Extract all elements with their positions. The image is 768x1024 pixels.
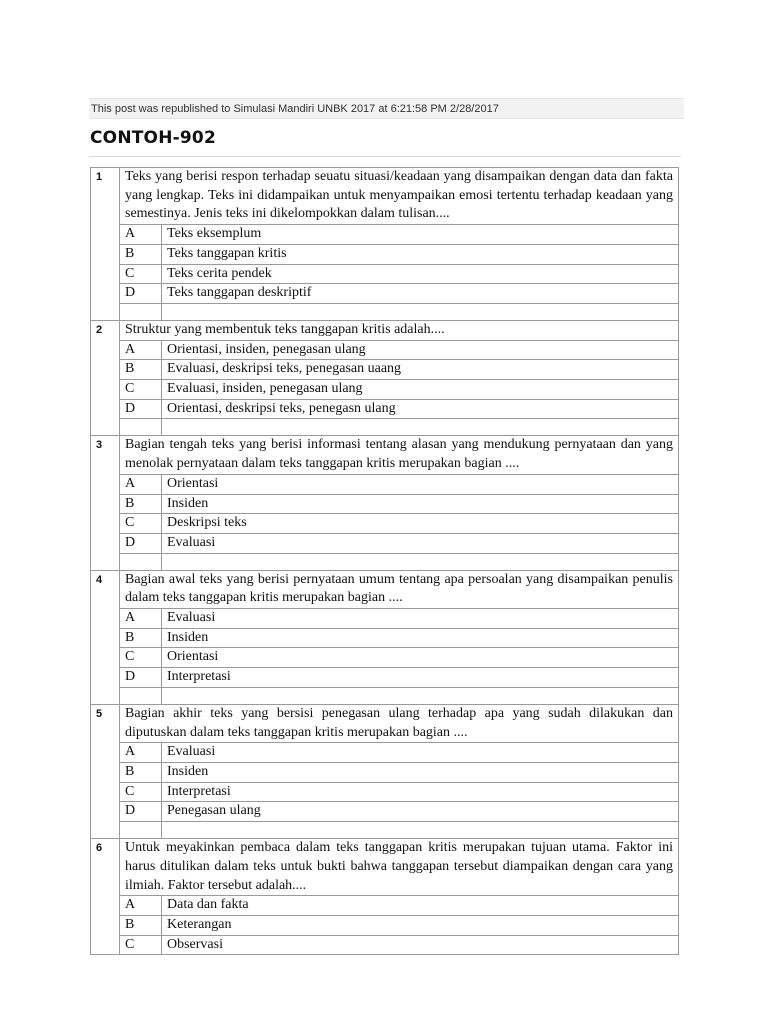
option-letter: B [120, 628, 162, 648]
option-letter: D [120, 399, 162, 419]
option-letter: B [120, 915, 162, 935]
option-row [91, 782, 679, 802]
spacer-cell [120, 822, 162, 839]
option-text: Evaluasi [162, 743, 679, 763]
option-row [91, 284, 679, 304]
question-row [91, 168, 679, 225]
option-text: Teks tanggapan kritis [162, 244, 679, 264]
option-text: Teks eksemplum [162, 225, 679, 245]
option-letter: C [120, 264, 162, 284]
spacer-cell [162, 687, 679, 704]
option-letter: D [120, 802, 162, 822]
option-text: Interpretasi [162, 782, 679, 802]
option-row [91, 896, 679, 916]
option-row [91, 225, 679, 245]
question-row [91, 570, 679, 608]
option-letter: A [120, 743, 162, 763]
question-text: Bagian awal teks yang berisi pernyataan umum tentang apa persoalan yang disampaikan penulis dalam teks tanggapan kritis merupakan bagian .... [120, 570, 679, 608]
option-letter: A [120, 896, 162, 916]
option-text: Penegasan ulang [162, 802, 679, 822]
option-letter: B [120, 244, 162, 264]
republish-banner: This post was republished to Simulasi Mandiri UNBK 2017 at 6:21:58 PM 2/28/2017 [89, 98, 684, 119]
option-row [91, 915, 679, 935]
option-letter: D [120, 533, 162, 553]
option-text: Evaluasi [162, 609, 679, 629]
option-text: Orientasi, insiden, penegasan ulang [162, 340, 679, 360]
option-row [91, 264, 679, 284]
option-row [91, 668, 679, 688]
question-number: 4 [91, 570, 120, 704]
option-text: Insiden [162, 494, 679, 514]
option-row [91, 474, 679, 494]
option-letter: A [120, 609, 162, 629]
option-text: Deskripsi teks [162, 514, 679, 534]
quiz-table [90, 167, 679, 955]
question-number: 2 [91, 320, 120, 436]
question-row [91, 839, 679, 896]
spacer-row [91, 553, 679, 570]
spacer-cell [120, 553, 162, 570]
spacer-cell [120, 419, 162, 436]
option-letter: A [120, 225, 162, 245]
option-letter: A [120, 340, 162, 360]
option-row [91, 648, 679, 668]
page-title: CONTOH-902 [90, 128, 216, 148]
title-divider [89, 156, 681, 157]
option-row [91, 935, 679, 955]
option-row [91, 533, 679, 553]
option-text: Evaluasi, deskripsi teks, penegasan uaang [162, 360, 679, 380]
option-text: Teks tanggapan deskriptif [162, 284, 679, 304]
spacer-cell [162, 822, 679, 839]
question-text: Teks yang berisi respon terhadap seuatu situasi/keadaan yang disampaikan dengan data dan fakta yang lengkap. Teks ini didampaikan untuk menyampaikan emosi tertentu terhadap keadaan yang semestinya. Jenis teks ini dikelompokkan dalam tulisan.... [120, 168, 679, 225]
option-letter: C [120, 380, 162, 400]
option-text: Interpretasi [162, 668, 679, 688]
question-row [91, 436, 679, 474]
option-letter: C [120, 648, 162, 668]
option-text: Insiden [162, 762, 679, 782]
question-number: 3 [91, 436, 120, 570]
option-row [91, 380, 679, 400]
question-number: 1 [91, 168, 120, 321]
option-text: Evaluasi [162, 533, 679, 553]
spacer-row [91, 687, 679, 704]
option-letter: C [120, 935, 162, 955]
option-text: Evaluasi, insiden, penegasan ulang [162, 380, 679, 400]
spacer-cell [120, 687, 162, 704]
question-number: 5 [91, 704, 120, 838]
option-text: Observasi [162, 935, 679, 955]
spacer-cell [162, 553, 679, 570]
option-letter: B [120, 494, 162, 514]
option-row [91, 628, 679, 648]
question-number: 6 [91, 839, 120, 955]
spacer-row [91, 303, 679, 320]
question-text: Struktur yang membentuk teks tanggapan kritis adalah.... [120, 320, 679, 340]
option-letter: C [120, 782, 162, 802]
quiz-body [91, 168, 679, 955]
option-letter: A [120, 474, 162, 494]
option-letter: D [120, 284, 162, 304]
option-text: Orientasi [162, 648, 679, 668]
spacer-row [91, 419, 679, 436]
question-row [91, 320, 679, 340]
spacer-cell [120, 303, 162, 320]
spacer-cell [162, 303, 679, 320]
option-row [91, 802, 679, 822]
option-letter: B [120, 360, 162, 380]
question-text: Untuk meyakinkan pembaca dalam teks tanggapan kritis merupakan tujuan utama. Faktor ini harus ditulikan dalam teks untuk bukti bahwa tanggapan tersebut diampaikan dengan cara yang ilmiah. Faktor tersebut adalah.... [120, 839, 679, 896]
option-row [91, 399, 679, 419]
option-row [91, 514, 679, 534]
spacer-cell [162, 419, 679, 436]
option-row [91, 494, 679, 514]
option-text: Orientasi, deskripsi teks, penegasn ulang [162, 399, 679, 419]
option-row [91, 360, 679, 380]
option-text: Keterangan [162, 915, 679, 935]
option-text: Data dan fakta [162, 896, 679, 916]
option-row [91, 743, 679, 763]
option-letter: C [120, 514, 162, 534]
option-letter: B [120, 762, 162, 782]
option-text: Orientasi [162, 474, 679, 494]
option-row [91, 762, 679, 782]
option-row [91, 244, 679, 264]
question-text: Bagian tengah teks yang berisi informasi tentang alasan yang mendukung pernyataan dan yang menolak pernyataan dalam teks tanggapan kritis merupakan bagian .... [120, 436, 679, 474]
option-text: Teks cerita pendek [162, 264, 679, 284]
question-row [91, 704, 679, 742]
option-text: Insiden [162, 628, 679, 648]
spacer-row [91, 822, 679, 839]
option-row [91, 340, 679, 360]
option-row [91, 609, 679, 629]
question-text: Bagian akhir teks yang bersisi penegasan ulang terhadap apa yang sudah dilakukan dan diputuskan dalam teks tanggapan kritis merupakan bagian .... [120, 704, 679, 742]
option-letter: D [120, 668, 162, 688]
